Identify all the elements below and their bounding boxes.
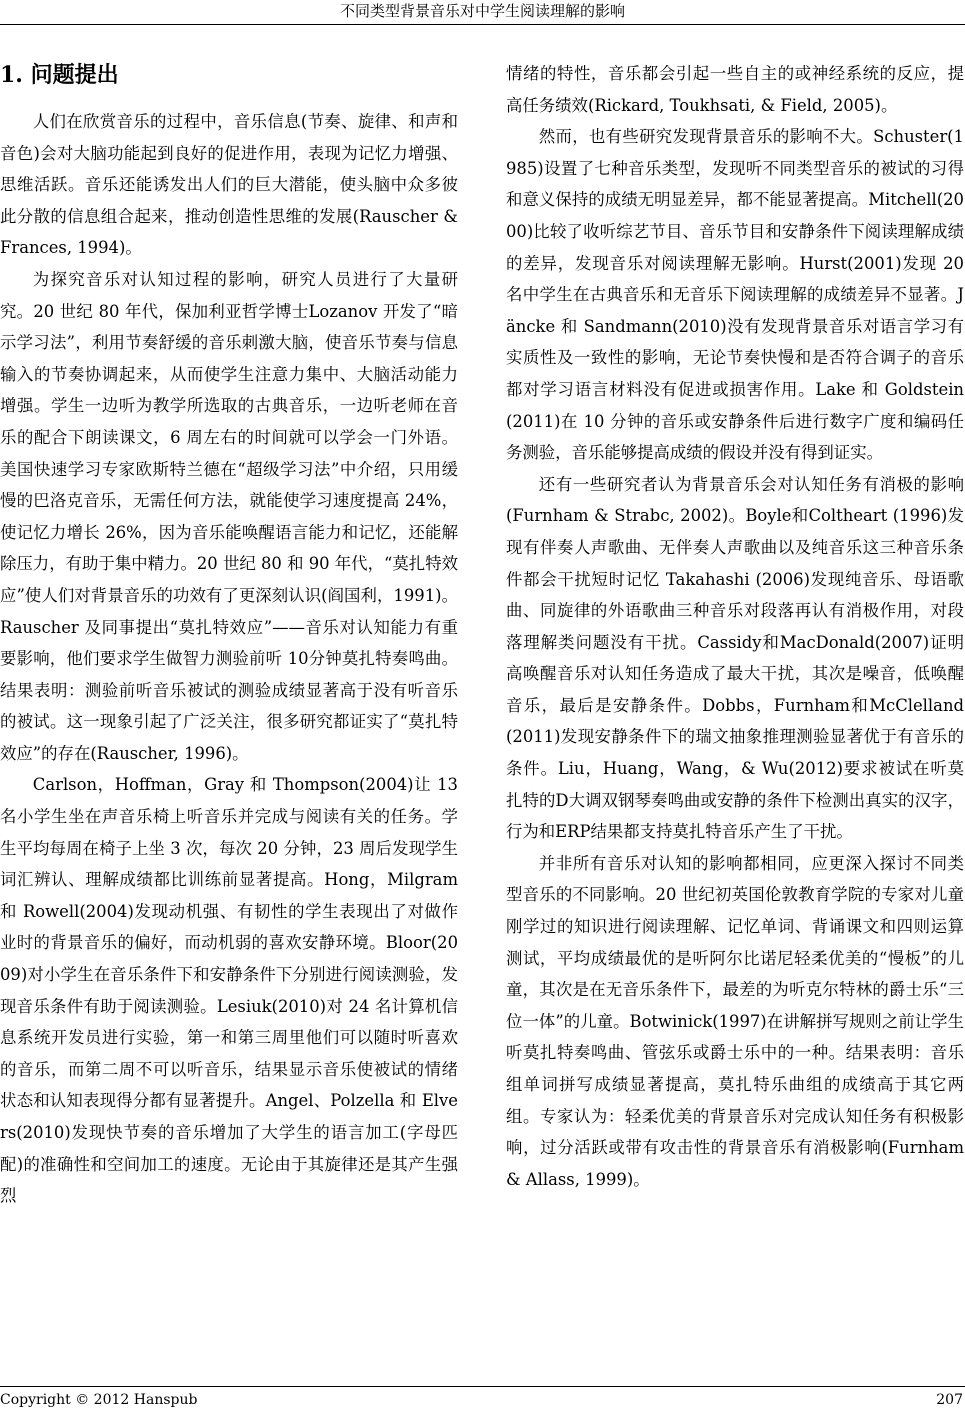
running-title: 不同类型背景音乐对中学生阅读理解的影响 — [339, 2, 625, 20]
paragraph: 并非所有音乐对认知的影响都相同，应更深入探讨不同类型音乐的不同影响。20 世纪初英国伦敦教育学院的专家对儿童刚学过的知识进行阅读理解、记忆单词、背诵课文和四则运算测试，平均成绩最优的是听阿尔比诺尼轻柔优美的“慢板”的儿童，其次是在无音乐条件下，最差的为听克尔特林的爵士乐“三位一体”的儿童。Botwinick(1997)在讲解拼写规则之前让学生听莫扎特奏鸣曲、管弦乐或爵士乐中的一种。结果表明：音乐组单词拼写成绩显著提高，莫扎特乐曲组的成绩高于其它两组。专家认为：轻柔优美的背景音乐对完成认知任务有积极影响，过分活跃或带有攻击性的背景音乐有消极影响(Furnham & Allass, 1999)。 — [506, 853, 964, 1189]
paragraph: 然而，也有些研究发现背景音乐的影响不大。Schuster(1985)设置了七种音乐类型，发现听不同类型音乐的被试的习得和意义保持的成绩无明显差异，都不能显著提高。Mitchell(2000)比较了收听综艺节目、音乐节目和安静条件下阅读理解成绩的差异，发现音乐对阅读理解无影响。Hurst(2001)发现 20 名中学生在古典音乐和无音乐下阅读理解的成绩差异不显著。Jäncke 和 Sandmann(2010)没有发现背景音乐对语言学习有实质性及一致性的影响，无论节奏快慢和是否符合调子的音乐都对学习语言材料没有促进或损害作用。Lake 和 Goldstein(2011)在 10 分钟的音乐或安静条件后进行数字广度和编码任务测验，音乐能够提高成绩的假设并没有得到证实。 — [506, 127, 964, 463]
footer-rule — [0, 1386, 965, 1387]
copyright-notice: Copyright © 2012 Hanspub — [0, 1392, 198, 1408]
paragraph: 为探究音乐对认知过程的影响，研究人员进行了大量研究。20 世纪 80 年代，保加利亚哲学博士Lozanov 开发了“暗示学习法”，利用节奏舒缓的音乐刺激大脑，使音乐节奏与信息输入的节奏协调起来，从而使学生注意力集中、大脑活动能力增强。学生一边听为教学所选取的古典音乐，一边听老师在音乐的配合下朗读课文，6 周左右的时间就可以学会一门外语。美国快速学习专家欧斯特兰德在“超级学习法”中介绍，只用缓慢的巴洛克音乐，无需任何方法，就能使学习速度提高 24%，使记忆力增长 26%，因为音乐能唤醒语言能力和记忆，还能解除压力，有助于集中精力。20 世纪 80 和 90 年代，“莫扎特效应”使人们对背景音乐的功效有了更深刻认识(阎国利，1991)。Rauscher 及同事提出“莫扎特效应”——音乐对认知能力有重要影响，他们要求学生做智力测验前听 10分钟莫扎特奏鸣曲。结果表明：测验前听音乐被试的测验成绩显著高于没有听音乐的被试。这一现象引起了广泛关注，很多研究都证实了“莫扎特效应”的存在(Rauscher, 1996)。 — [0, 269, 458, 763]
paragraph: Carlson，Hoffman，Gray 和 Thompson(2004)让 13名小学生坐在声音乐椅上听音乐并完成与阅读有关的任务。学生平均每周在椅子上坐 3 次，每次 20 分钟，23 周后发现学生词汇辨认、理解成绩都比训练前显著提高。Hong，Milgram 和 Rowell(2004)发现动机强、有韧性的学生表现出了对做作业时的背景音乐的偏好，而动机弱的喜欢安静环境。Bloor(2009)对小学生在音乐条件下和安静条件下分别进行阅读测验，发现音乐条件有助于阅读测验。Lesiuk(2010)对 24 名计算机信息系统开发员进行实验，第一和第三周里他们可以随时听喜欢的音乐，而第二周不可以听音乐，结果显示音乐使被试的情绪状态和认知表现得分都有显著提升。Angel、Polzella 和 Elvers(2010)发现快节奏的音乐增加了大学生的语言加工(字母匹配)的准确性和空间加工的速度。无论由于其旋律还是其产生强烈 — [0, 775, 458, 1206]
paragraph: 还有一些研究者认为背景音乐会对认知任务有消极的影响(Furnham & Strabc, 2002)。Boyle和Coltheart (1996)发现有伴奏人声歌曲、无伴奏人声歌曲以及纯音乐这三种音乐条件都会干扰短时记忆 Takahashi (2006)发现纯音乐、母语歌曲、同旋律的外语歌曲三种音乐对段落再认有消极作用，对段落理解类问题没有干扰。Cassidy和MacDonald(2007)证明高唤醒音乐对认知任务造成了最大干扰，其次是噪音，低唤醒音乐，最后是安静条件。Dobbs，Furnham和McClelland (2011)发现安静条件下的瑞文抽象推理测验显著优于有音乐的条件。Liu，Huang，Wang，& Wu(2012)要求被试在听莫扎特的D大调双钢琴奏鸣曲或安静的条件下检测出真实的汉字，行为和ERP结果都支持莫扎特音乐产生了干扰。 — [506, 474, 964, 842]
right-column — [506, 58, 964, 1195]
left-column — [0, 58, 458, 1212]
section-heading: 1. 问题提出 — [0, 62, 119, 88]
paragraph: 人们在欣赏音乐的过程中，音乐信息(节奏、旋律、和声和音色)会对大脑功能起到良好的促进作用，表现为记忆力增强、思维活跃。音乐还能诱发出人们的巨大潜能，使头脑中众多彼此分散的信息组合起来，推动创造性思维的发展(Rauscher & Frances, 1994)。 — [0, 112, 458, 258]
paragraph-continuation: 情绪的特性，音乐都会引起一些自主的或神经系统的反应，提高任务绩效(Rickard, Toukhsati, & Field, 2005)。 — [506, 64, 964, 115]
header-rule — [0, 24, 965, 25]
page-number: 207 — [936, 1392, 963, 1408]
